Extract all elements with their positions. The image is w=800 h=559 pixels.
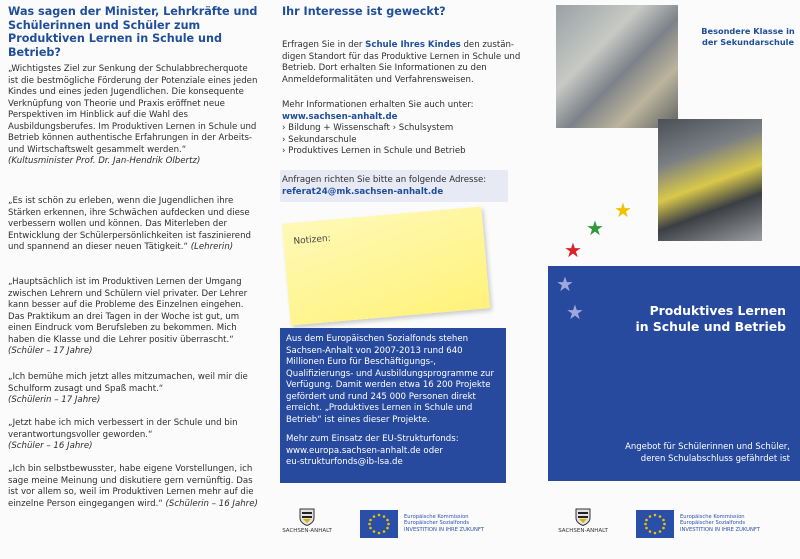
star-icon: ★ xyxy=(586,216,604,240)
path-line: › Sekundarschule xyxy=(282,134,357,145)
eu-line: INVESTITION IN IHRE ZUKUNFT xyxy=(680,526,760,533)
quote-text: „Wichtigstes Ziel zur Senkung der Schulabbrecherquote ist die bestmögliche Förderung der Potenziale eines jeden Kindes und eines jeden Jugendlichen. Die konsequente Verknüpfung von Theorie und Praxis eröffnet neue Perspektiven im Hinblick auf die Wahl des Ausbildungsberufes. Im Produktiven Lernen in Schule und Betrieb können authentische Erfahrungen in der Arbeits- und Wirtschaftswelt gesammelt werden.“ xyxy=(8,64,258,155)
eu-line: INVESTITION IN IHRE ZUKUNFT xyxy=(404,526,484,533)
eu-line: Europäischer Sozialfonds xyxy=(404,520,470,527)
quote-text: „Hauptsächlich ist im Produktiven Lernen der Umgang zwischen Lehrern und Schülern viel privater. Der Lehrer kann besser auf die Probleme des Einzelnen eingehen. Das Praktikum an drei Tagen in der Woche ist gut, um einen Eindruck vom Berufsleben zu bekommen. Mich haben die Klasse und die Lehrer positiv überrascht.“ xyxy=(8,277,248,345)
right-panel xyxy=(548,0,800,559)
left-panel xyxy=(0,0,262,559)
quote-attribution: (Schülerin – 17 Jahre) xyxy=(8,395,101,405)
eu-line: Europäischer Sozialfonds xyxy=(680,520,746,527)
quote-minister xyxy=(8,64,260,168)
cover-blue-block xyxy=(548,266,800,481)
intro-paragraph xyxy=(282,40,522,86)
star-icon: ★ xyxy=(566,300,584,324)
more-info-label: Mehr Informationen erhalten Sie auch unter: xyxy=(282,100,474,110)
quote-text: „Ich bin selbstbewusster, habe eigene Vorstellungen, ich sage meine Meinung und diskutiere gern vernünftig. Das ist vor allem so, weil im Produktiven Lernen mehr auf die einzelne Person eingegangen wird.“ xyxy=(8,464,254,509)
logo-row-right xyxy=(548,508,800,540)
brochure-title xyxy=(636,303,787,334)
logo-row-middle xyxy=(272,508,530,540)
eu-line: Europäische Kommission xyxy=(404,514,469,520)
crest-icon xyxy=(575,508,591,526)
target-line: Angebot für Schülerinnen und Schüler, xyxy=(625,442,790,452)
quote-text: „Jetzt habe ich mich verbessert in der Schule und bin verantwortungsvoller geworden.“ xyxy=(8,418,238,440)
quote-attribution: (Kultusminister Prof. Dr. Jan-Hendrik Olbertz) xyxy=(8,156,201,166)
middle-heading: Ihr Interesse ist geweckt? xyxy=(282,5,446,18)
website-link[interactable]: www.sachsen-anhalt.de xyxy=(282,111,398,122)
state-logo xyxy=(282,508,332,534)
star-icon: ★ xyxy=(556,272,574,296)
title-line: in Schule und Betrieb xyxy=(635,318,786,334)
class-label: Besondere Klasse in der Sekundarschule xyxy=(701,26,795,47)
state-name: SACHSEN-ANHALT xyxy=(282,528,332,534)
intro-suffix: den zuständigen Standort für das Produktive Lernen in Schule und Betrieb. Dort erhalten Sie Informationen zu den Anmeldeformalitäten und Verfahrensweisen. xyxy=(282,40,521,85)
eu-flag-icon xyxy=(636,510,674,538)
path-line: › Produktives Lernen in Schule und Betrieb xyxy=(282,146,466,157)
crest-icon xyxy=(299,508,315,526)
quote-teacher xyxy=(8,196,260,254)
eu-caption xyxy=(680,514,770,533)
notes-sticky xyxy=(282,206,490,325)
notes-label: Notizen: xyxy=(293,233,332,247)
quote-student-3 xyxy=(8,418,260,453)
state-name: SACHSEN-ANHALT xyxy=(558,528,608,534)
quote-student-2 xyxy=(8,372,260,407)
target-group-text xyxy=(625,442,790,465)
quote-attribution: (Schüler – 16 Jahre) xyxy=(8,441,93,451)
state-logo xyxy=(558,508,608,534)
quote-student-4 xyxy=(8,464,260,510)
intro-prefix: Erfragen Sie in der xyxy=(282,40,366,50)
quote-attribution: (Schülerin – 16 Jahre) xyxy=(165,498,258,509)
left-heading: Was sagen der Minister, Lehrkräfte und Schülerinnen und Schüler zum Produktiven Lernen in Schule und Betrieb? xyxy=(8,5,258,59)
workshop-photo xyxy=(658,119,762,241)
path-line: › Bildung + Wissenschaft › Schulsystem xyxy=(282,123,454,134)
esf-paragraph: Aus dem Europäischen Sozialfonds stehen Sachsen-Anhalt von 2007-2013 rund 640 Millionen Euro für Beschäftigungs-, Qualifizierungs- und Ausbildungsprogramme zur Verfügung. Damit werden etwa 16 200 Projekte gefördert und rund 245 000 Personen direkt erreicht. „Produktives Lernen in Schule und Betrieb“ ist eines dieser Projekte. xyxy=(286,334,494,425)
esf-email[interactable]: eu-strukturfonds@ib-lsa.de xyxy=(286,457,403,467)
eu-line: Europäische Kommission xyxy=(680,514,745,520)
star-icon: ★ xyxy=(614,198,632,222)
quote-attribution: (Lehrerin) xyxy=(190,242,234,252)
request-block xyxy=(282,175,522,198)
esf-url[interactable]: www.europa.sachsen-anhalt.de oder xyxy=(286,445,443,456)
esf-info-box xyxy=(280,328,506,483)
middle-panel xyxy=(272,0,530,559)
email-link[interactable]: referat24@mk.sachsen-anhalt.de xyxy=(282,186,444,197)
classroom-photo xyxy=(556,5,678,128)
target-line: deren Schulabschluss gefährdet ist xyxy=(640,453,790,464)
quote-text: „Es ist schön zu erleben, wenn die Jugendlichen ihre Stärken erkennen, ihre Schwächen aufdecken und diese verbessern wollen und können. Das Miterleben der Entwicklung der Schülerpersönlichkeiten ist faszinierend und spannend an dieser neuen Tätigkeit.“ xyxy=(8,196,251,252)
more-info-block xyxy=(282,100,522,158)
star-icon: ★ xyxy=(564,238,582,262)
eu-caption xyxy=(404,514,494,533)
title-line: Produktives Lernen xyxy=(649,303,786,318)
quote-attribution: (Schüler – 17 Jahre) xyxy=(8,346,93,356)
quote-student-1 xyxy=(8,277,260,358)
intro-bold: Schule Ihres Kindes xyxy=(365,40,461,50)
request-label: Anfragen richten Sie bitte an folgende Adresse: xyxy=(282,175,487,185)
eu-flag-icon xyxy=(360,510,398,538)
esf-more-label: Mehr zum Einsatz der EU-Strukturfonds: xyxy=(286,434,459,444)
quote-text: „Ich bemühe mich jetzt alles mitzumachen, weil mir die Schulform zusagt und Spaß macht.“ xyxy=(8,372,248,394)
